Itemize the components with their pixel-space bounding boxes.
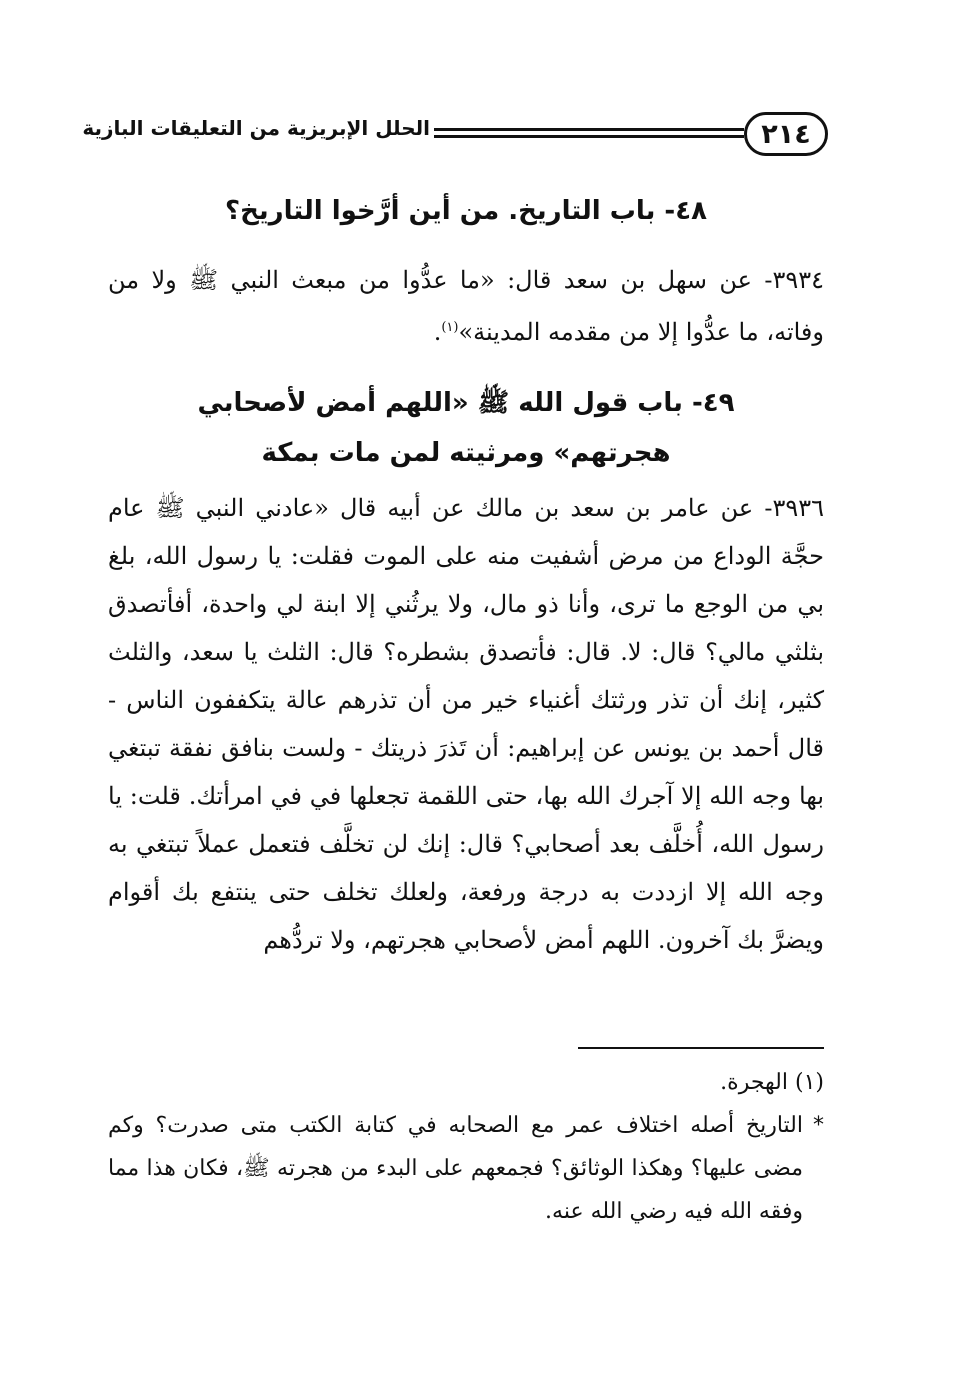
hadith-3936 <box>108 484 824 964</box>
hadith-3934-end: . <box>433 318 442 346</box>
footnote-1: (١) الهجرة. <box>720 1070 824 1095</box>
page-header <box>82 112 828 158</box>
editor-comment <box>108 1104 824 1233</box>
chapter-49-title: ٤٩- باب قول الله ﷺ «اللهم أمض لأصحابي هجرتهم» ومرثيته لمن مات بمكة <box>197 388 735 468</box>
editor-comment-text: التاريخ أصله اختلاف عمر مع الصحابه في كتابة الكتب متى صدرت؟ وكم مضى عليها؟ وهكذا الوثائق؟ فجمعهم على البدء من هجرته ﷺ، فكان هذا مما وفقه الله فيه رضي الله عنه. <box>108 1113 803 1224</box>
page-number: ٢١٤ <box>744 112 828 156</box>
footnote-separator <box>578 1047 824 1049</box>
hadith-3934-paragraph <box>108 256 824 356</box>
footnote-marker: (١) <box>441 320 459 335</box>
header-double-rule <box>434 128 744 138</box>
chapter-48-heading-block <box>108 186 824 236</box>
chapter-49-heading-block <box>108 378 824 478</box>
hadith-3934 <box>108 256 824 356</box>
asterisk-icon: * <box>813 1113 824 1138</box>
book-title: الحلل الإبريزية من التعليقات البازية <box>82 116 430 140</box>
chapter-48-title: ٤٨- باب التاريخ. من أين أرَّخوا التاريخ؟ <box>225 196 707 226</box>
hadith-3934-text: ٣٩٣٤- عن سهل بن سعد قال: «ما عدُّوا من مبعث النبي ﷺ ولا من وفاته، ما عدُّوا إلا من مقدمه المدينة» <box>108 266 824 346</box>
hadith-3936-text: ٣٩٣٦- عن عامر بن سعد بن مالك عن أبيه قال «عادني النبي ﷺ عام حجَّة الوداع من مرض أشفيت منه على الموت فقلت: يا رسول الله، بلغ بي من الوجع ما ترى، وأنا ذو مال، ولا يرثُني إلا ابنة لي واحدة، أفأتصدق بثلثي مالي؟ قال: لا. قال: فأتصدق بشطره؟ قال: الثلث يا سعد، والثلث كثير، إنك أن تذر ورثتك أغنياء خير من أن تذرهم عالة يتكففون الناس - قال أحمد بن يونس عن إبراهيم: أن تَذرَ ذريتك - ولست بنافق نفقة تبتغي بها وجه الله إلا آجرك الله بها، حتى اللقمة تجعلها في في امرأتك. قلت: يا رسول الله، أُخلَّف بعد أصحابي؟ قال: إنك لن تخلَّف فتعمل عملاً تبتغي به وجه الله إلا ازددت به درجة ورفعة، ولعلك تخلف حتى ينتفع بك أقوام ويضرَّ بك آخرون. اللهم أمض لأصحابي هجرتهم، ولا تردُّهم <box>108 494 825 954</box>
footnotes <box>108 1061 824 1233</box>
